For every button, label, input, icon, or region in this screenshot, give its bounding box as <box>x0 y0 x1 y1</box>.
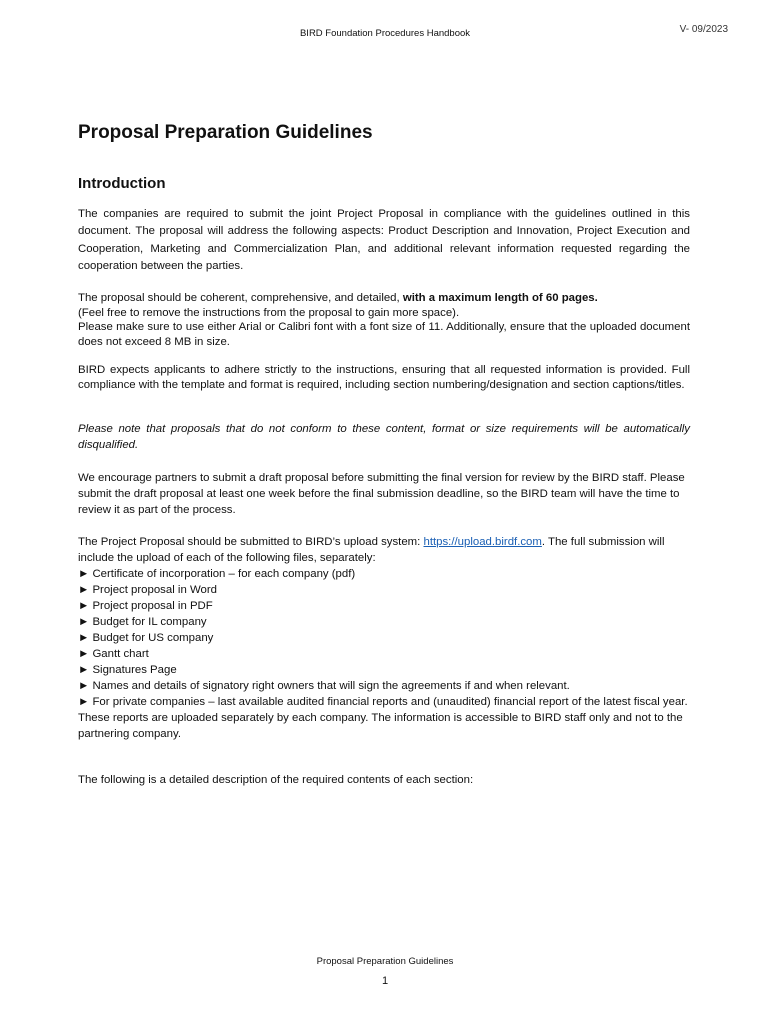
list-item: ► Gantt chart <box>78 648 149 660</box>
length-text: The proposal should be coherent, comprehensive, and detailed, <box>78 292 403 304</box>
length-limit-text: with a maximum length of 60 pages. <box>402 292 598 304</box>
list-item: ► Certificate of incorporation – for each company (pdf) <box>78 568 356 580</box>
upload-link[interactable]: https://upload.birdf.com <box>423 536 542 548</box>
page-number: 1 <box>381 975 389 987</box>
following-paragraph: The following is a detailed description of the required contents of each section: <box>78 774 474 786</box>
section-heading-introduction: Introduction <box>78 175 166 192</box>
header-title: BIRD Foundation Procedures Handbook <box>299 28 471 39</box>
footer-title: Proposal Preparation Guidelines <box>316 956 454 967</box>
list-item: ► Project proposal in PDF <box>78 600 213 612</box>
upload-paragraph <box>78 534 690 566</box>
font-size-text: Please make sure to use either Arial or Calibri font with a font size of 11. Additionally, ensure that the uploaded document does not exceed 8 MB in size. <box>78 321 690 348</box>
list-item: ► Signatures Page <box>78 664 177 676</box>
expects-paragraph: BIRD expects applicants to adhere strictly to the instructions, ensuring that all requested information is provided. Full compliance with the template and format is required, including section numbering/designation and section captions/titles. <box>78 364 690 391</box>
feel-free-text: (Feel free to remove the instructions from the proposal to gain more space). <box>78 306 460 319</box>
page-title: Proposal Preparation Guidelines <box>78 122 373 143</box>
draft-paragraph: We encourage partners to submit a draft proposal before submitting the final version for review by the BIRD staff. Please submit the draft proposal at least one week before the final submission deadline, so the BIRD team will have the time to review it as part of the process. <box>78 472 685 516</box>
upload-section <box>78 534 690 742</box>
version-label: V- 09/2023 <box>679 24 728 35</box>
list-item: ► Budget for US company <box>78 632 214 644</box>
intro-paragraph: The companies are required to submit the joint Project Proposal in compliance with the guidelines outlined in this document. The proposal will address the following aspects: Product Description and Innovation, Project Execution and Cooperation, Marketing and Commercialization Plan, and additional relevant information requested regarding the cooperation between the parties. <box>78 208 690 272</box>
list-item: ► Project proposal in Word <box>78 584 217 596</box>
upload-text: The Project Proposal should be submitted to BIRD’s upload system: <box>78 536 424 548</box>
list-item: ► Names and details of signatory right owners that will sign the agreements if and when relevant. <box>78 680 570 692</box>
list-item: ► Budget for IL company <box>78 616 207 628</box>
list-item: ► For private companies – last available audited financial reports and (unaudited) financial report of the latest fiscal year. These reports are uploaded separately by each company. The information is accessible to BIRD staff only and not to the partnering company. <box>78 696 688 740</box>
upload-text-after: . The full submission will include the upload of each of the following files, separately: <box>78 536 665 564</box>
files-list <box>78 566 690 742</box>
length-paragraph <box>78 291 690 349</box>
disqualified-paragraph: Please note that proposals that do not conform to these content, format or size requirements will be automatically disqualified. <box>78 423 690 451</box>
